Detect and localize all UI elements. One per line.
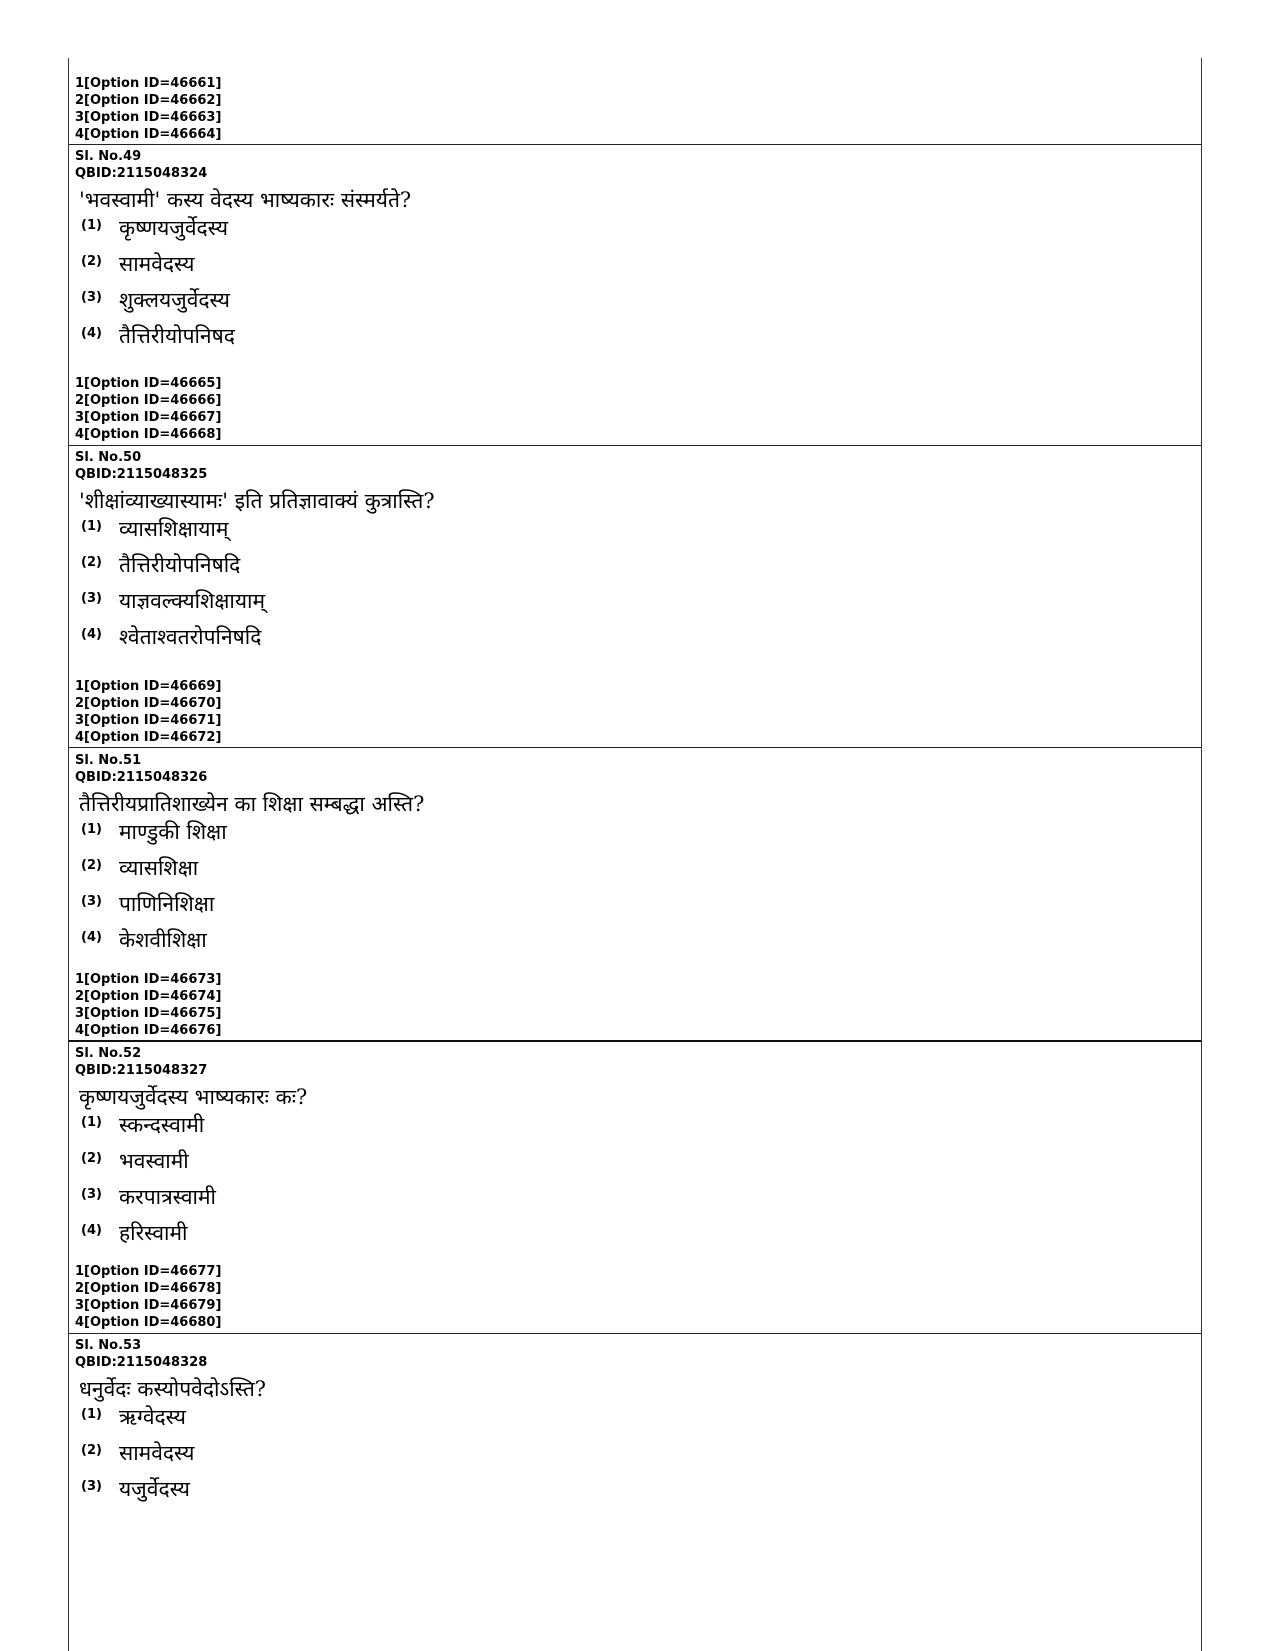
- question-51: [69, 752, 1201, 962]
- option-text: सामवेदस्य: [119, 1441, 195, 1465]
- option-text: व्यासशिक्षायाम्: [119, 517, 229, 541]
- option-text: श्वेताश्वतरोपनिषदि: [119, 625, 262, 649]
- option-id: 3[Option ID=46675]: [75, 1006, 222, 1021]
- option-id: 1[Option ID=46665]: [75, 376, 222, 391]
- option-2: [69, 1439, 1201, 1475]
- option-text: तैत्तिरीयोपनिषदि: [119, 553, 241, 577]
- option-text: याज्ञवल्क्यशिक्षायाम्: [119, 589, 266, 613]
- option-number: (3): [81, 1186, 102, 1202]
- option-3: [69, 587, 1201, 623]
- serial-number: Sl. No.50: [75, 450, 142, 465]
- option-number: (4): [81, 929, 102, 945]
- question-50: [69, 449, 1201, 659]
- question-paper-frame: [68, 58, 1202, 1651]
- option-id: 4[Option ID=46672]: [75, 730, 222, 745]
- question-text: 'भवस्वामी' कस्य वेदस्य भाष्यकारः संस्मर्यते?: [79, 188, 412, 212]
- option-number: (4): [81, 1222, 102, 1238]
- option-text: व्यासशिक्षा: [119, 856, 199, 880]
- option-ids-52: [69, 1263, 1201, 1331]
- option-id: 2[Option ID=46662]: [75, 93, 222, 108]
- divider: [69, 1333, 1201, 1334]
- serial-number: Sl. No.53: [75, 1338, 142, 1353]
- option-number: (3): [81, 289, 102, 305]
- option-text: माण्डुकी शिक्षा: [119, 820, 227, 844]
- option-text: स्कन्दस्वामी: [119, 1113, 205, 1137]
- option-2: [69, 551, 1201, 587]
- option-text: केशवीशिक्षा: [119, 928, 207, 952]
- option-id: 3[Option ID=46671]: [75, 713, 222, 728]
- qbid: QBID:2115048327: [75, 1063, 208, 1078]
- option-1: [69, 818, 1201, 854]
- option-3: [69, 890, 1201, 926]
- serial-number: Sl. No.51: [75, 753, 142, 768]
- qbid: QBID:2115048326: [75, 770, 208, 785]
- option-text: शुक्लयजुर्वेदस्य: [119, 288, 230, 312]
- qbid: QBID:2115048324: [75, 166, 208, 181]
- option-4: [69, 623, 1201, 659]
- option-2: [69, 854, 1201, 890]
- qbid: QBID:2115048325: [75, 467, 208, 482]
- option-id: 4[Option ID=46680]: [75, 1315, 222, 1330]
- option-number: (1): [81, 1114, 102, 1130]
- option-text: पाणिनिशिक्षा: [119, 892, 215, 916]
- option-1: [69, 515, 1201, 551]
- option-2: [69, 1147, 1201, 1183]
- qbid: QBID:2115048328: [75, 1355, 208, 1370]
- option-number: (1): [81, 518, 102, 534]
- question-text: तैत्तिरीयप्रातिशाख्येन का शिक्षा सम्बद्धा अस्ति?: [79, 792, 425, 816]
- option-id: 2[Option ID=46670]: [75, 696, 222, 711]
- option-text: करपात्रस्वामी: [119, 1185, 216, 1209]
- option-id: 3[Option ID=46667]: [75, 410, 222, 425]
- option-3: [69, 1475, 1201, 1511]
- option-text: यजुर्वेदस्य: [119, 1477, 190, 1501]
- option-id: 2[Option ID=46678]: [75, 1281, 222, 1296]
- option-id: 1[Option ID=46673]: [75, 972, 222, 987]
- divider: [69, 747, 1201, 748]
- option-ids-51: [69, 971, 1201, 1039]
- question-52: [69, 1045, 1201, 1255]
- option-number: (2): [81, 1442, 102, 1458]
- question-49: [69, 148, 1201, 358]
- option-number: (4): [81, 626, 102, 642]
- question-text: धनुर्वेदः कस्योपवेदोऽस्ति?: [79, 1377, 267, 1401]
- option-text: कृष्णयजुर्वेदस्य: [119, 216, 229, 240]
- option-4: [69, 1219, 1201, 1255]
- serial-number: Sl. No.49: [75, 149, 142, 164]
- option-id: 1[Option ID=46669]: [75, 679, 222, 694]
- option-number: (2): [81, 253, 102, 269]
- option-id: 2[Option ID=46674]: [75, 989, 222, 1004]
- option-text: हरिस्वामी: [119, 1221, 188, 1245]
- option-number: (2): [81, 554, 102, 570]
- divider: [69, 144, 1201, 145]
- option-text: ऋग्वेदस्य: [119, 1405, 186, 1429]
- option-3: [69, 1183, 1201, 1219]
- option-number: (4): [81, 325, 102, 341]
- option-number: (2): [81, 857, 102, 873]
- option-ids-50: [69, 678, 1201, 746]
- option-4: [69, 322, 1201, 358]
- option-1: [69, 214, 1201, 250]
- option-id: 4[Option ID=46664]: [75, 127, 222, 142]
- question-text: कृष्णयजुर्वेदस्य भाष्यकारः कः?: [79, 1085, 308, 1109]
- option-number: (2): [81, 1150, 102, 1166]
- option-id: 4[Option ID=46676]: [75, 1023, 222, 1038]
- option-1: [69, 1403, 1201, 1439]
- divider: [69, 1040, 1201, 1042]
- option-4: [69, 926, 1201, 962]
- option-text: तैत्तिरीयोपनिषद: [119, 324, 235, 348]
- divider: [69, 445, 1201, 446]
- option-number: (3): [81, 590, 102, 606]
- option-id: 3[Option ID=46679]: [75, 1298, 222, 1313]
- option-text: सामवेदस्य: [119, 252, 195, 276]
- option-2: [69, 250, 1201, 286]
- option-number: (1): [81, 1406, 102, 1422]
- option-id: 1[Option ID=46677]: [75, 1264, 222, 1279]
- question-text: 'शीक्षांव्याख्यास्यामः' इति प्रतिज्ञावाक्यं कुत्रास्ति?: [79, 489, 435, 513]
- option-id: 4[Option ID=46668]: [75, 427, 222, 442]
- option-id: 2[Option ID=46666]: [75, 393, 222, 408]
- question-53: [69, 1337, 1201, 1511]
- serial-number: Sl. No.52: [75, 1046, 142, 1061]
- top-option-ids: [69, 75, 1201, 143]
- option-id: 1[Option ID=46661]: [75, 76, 222, 91]
- option-number: (1): [81, 217, 102, 233]
- option-number: (1): [81, 821, 102, 837]
- option-number: (3): [81, 893, 102, 909]
- option-text: भवस्वामी: [119, 1149, 189, 1173]
- option-id: 3[Option ID=46663]: [75, 110, 222, 125]
- option-ids-49: [69, 375, 1201, 443]
- option-1: [69, 1111, 1201, 1147]
- option-number: (3): [81, 1478, 102, 1494]
- option-3: [69, 286, 1201, 322]
